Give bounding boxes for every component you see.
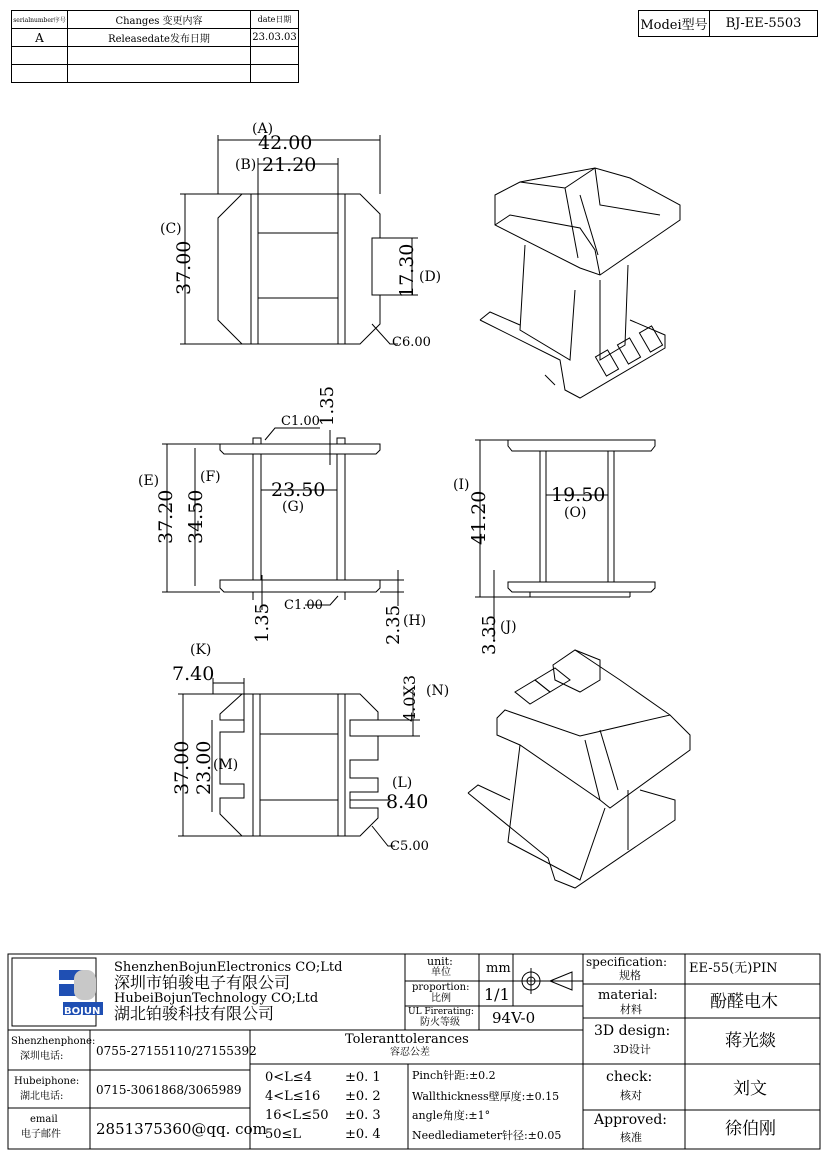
- logo-text: BOJUN: [64, 1006, 101, 1017]
- rev-header-serial: serialnumber序号: [12, 11, 68, 29]
- contact-sz-value: 0755-27155110/27155392: [96, 1044, 257, 1058]
- front-top-thickness: 1.35: [317, 385, 338, 426]
- dim-o-label: (O): [564, 505, 587, 521]
- material-value: 酚醛电木: [710, 992, 778, 1012]
- tolerance-title-en: Toleranttolerances: [345, 1032, 469, 1047]
- ul-label-en: UL Firerating:: [408, 1007, 474, 1017]
- dim-a-value: 42.00: [258, 132, 313, 154]
- chamfer-bottom-label: C5.00: [390, 839, 429, 854]
- dim-l-label: (L): [392, 775, 413, 791]
- ul-label-cn: 防火等级: [420, 1017, 460, 1028]
- note-wall-thickness: Wallthickness壁厚度:±0.15: [412, 1090, 560, 1103]
- dim-c2-value: 37.00: [171, 740, 193, 795]
- proportion-label-en: proportion:: [412, 982, 470, 993]
- dim-n-label: (N): [426, 683, 450, 699]
- company-en-2: HubeiBojunTechnology CO;Ltd: [114, 991, 319, 1006]
- dim-i-label: (I): [453, 477, 470, 493]
- model-label: Modei型号: [639, 11, 710, 36]
- iso-view-bottom: [468, 650, 690, 888]
- dim-f-label: (F): [200, 469, 221, 485]
- unit-value: mm: [486, 961, 511, 976]
- front-bottom-thickness: 1.35: [252, 602, 273, 643]
- proportion-value: 1/1: [484, 985, 510, 1004]
- dim-n-value: 4.0X3: [400, 674, 419, 722]
- dim-g-label: (G): [282, 499, 305, 515]
- contact-email-label-en: email: [30, 1114, 58, 1125]
- rev-header-date: date日期: [251, 11, 299, 29]
- tolerance-range: 16<L≤50: [265, 1108, 329, 1123]
- check-value: 刘文: [733, 1079, 767, 1099]
- dim-d-value: 17.30: [396, 243, 418, 298]
- dim-i-value: 41.20: [468, 490, 490, 545]
- dim-h-value: 2.35: [383, 604, 404, 645]
- tolerance-range: 4<L≤16: [265, 1089, 321, 1104]
- unit-label-cn: 单位: [431, 967, 451, 978]
- side-view: [475, 440, 655, 640]
- contact-email-label-cn: 电子邮件: [21, 1129, 61, 1140]
- dim-m-value: 23.00: [193, 740, 215, 795]
- dim-l-value: 8.40: [386, 791, 429, 813]
- contact-hb-label-en: Hubeiphone:: [14, 1076, 80, 1087]
- dim-g-value: 23.50: [271, 479, 326, 501]
- unit-label-en: unit:: [427, 955, 453, 968]
- rev-header-changes: Changes 变更内容: [68, 11, 251, 29]
- tolerance-value: ±0. 4: [345, 1127, 381, 1142]
- front-c1-top: C1.00: [281, 414, 320, 429]
- dim-e-label: (E): [138, 473, 160, 489]
- note-angle: angle角度:±1°: [412, 1109, 491, 1122]
- material-label-cn: 材料: [620, 1003, 642, 1016]
- front-c1-bottom: C1.00: [284, 598, 323, 613]
- dim-d-label: (D): [419, 269, 442, 285]
- spec-value: EE-55(无)PIN: [689, 961, 778, 976]
- note-needle-diameter: Needlediameter针径:±0.05: [412, 1129, 562, 1142]
- dim-m-label: (M): [213, 757, 239, 773]
- contact-email-value: 2851375360@qq. com: [96, 1120, 267, 1138]
- dim-f-value: 34.50: [185, 489, 207, 544]
- rev-cell-date: 23.03.03: [251, 29, 299, 47]
- approved-label-en: Approved:: [594, 1112, 668, 1128]
- spec-label-en: specification:: [586, 955, 668, 969]
- design-label-cn: 3D设计: [613, 1043, 651, 1056]
- dim-o-value: 19.50: [551, 484, 606, 506]
- material-label-en: material:: [598, 988, 658, 1003]
- company-cn-1: 深圳市铂骏电子有限公司: [114, 973, 291, 992]
- tolerance-range: 0<L≤4: [265, 1070, 312, 1085]
- tolerance-range: 50≤L: [265, 1127, 302, 1142]
- spec-label-cn: 规格: [619, 969, 641, 982]
- company-en-1: ShenzhenBojunElectronics CO;Ltd: [114, 960, 343, 975]
- model-value: BJ-EE-5503: [725, 16, 802, 31]
- design-label-en: 3D design:: [594, 1023, 671, 1039]
- dim-b-label: (B): [235, 157, 257, 173]
- dim-j-label: (J): [500, 619, 517, 635]
- dim-c-label: (C): [160, 221, 182, 237]
- company-cn-2: 湖北铂骏科技有限公司: [114, 1004, 275, 1023]
- approved-label-cn: 核准: [620, 1131, 642, 1144]
- dim-k-label: (K): [190, 642, 212, 658]
- rev-cell-changes: Releasedate发布日期: [68, 29, 251, 47]
- rev-cell-serial: A: [12, 29, 68, 47]
- ul-value: 94V-0: [492, 1009, 536, 1027]
- check-label-en: check:: [606, 1069, 653, 1085]
- dim-e-value: 37.20: [155, 489, 177, 544]
- note-pinch: Pinch针距:±0.2: [412, 1069, 496, 1082]
- iso-view-top: [480, 168, 680, 398]
- tolerance-value: ±0. 1: [345, 1070, 381, 1085]
- dim-a-label: (A): [252, 121, 274, 137]
- dim-j-value: 3.35: [479, 614, 500, 655]
- contact-sz-label-cn: 深圳电话:: [20, 1051, 64, 1062]
- contact-hb-value: 0715-3061868/3065989: [96, 1083, 242, 1097]
- check-label-cn: 核对: [620, 1089, 642, 1102]
- tolerance-value: ±0. 2: [345, 1089, 381, 1104]
- approved-value: 徐伯刚: [725, 1119, 776, 1139]
- tolerance-value: ±0. 3: [345, 1108, 381, 1123]
- dim-h-label: (H): [403, 613, 427, 629]
- proportion-label-cn: 比例: [431, 993, 451, 1004]
- dim-k-value: 7.40: [172, 663, 215, 685]
- dim-c-value: 37.00: [173, 240, 195, 295]
- dim-b-value: 21.20: [262, 154, 317, 176]
- contact-sz-label-en: Shenzhenphone:: [11, 1036, 96, 1047]
- contact-hb-label-cn: 湖北电话:: [20, 1091, 64, 1102]
- design-value: 蒋光燚: [725, 1031, 776, 1051]
- tolerance-title-cn: 容忍公差: [390, 1047, 430, 1058]
- chamfer-top-label: C6.00: [392, 335, 431, 350]
